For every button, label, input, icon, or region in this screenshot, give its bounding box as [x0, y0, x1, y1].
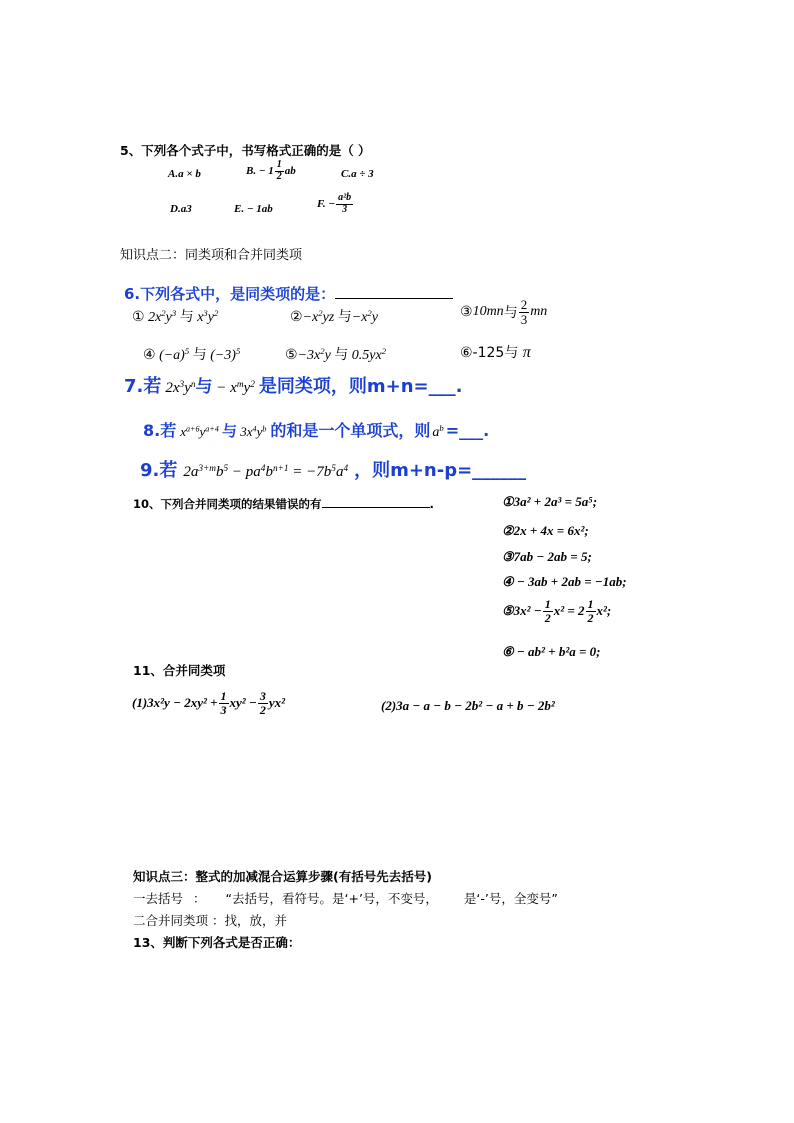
q5-stem: 5、下列各个式子中，书写格式正确的是（ ）: [120, 143, 371, 158]
q10-item-5: ⑤3x² − $\frac{1}{2}$ x² = 2 $\frac{1}{2}$ x²;: [502, 597, 612, 625]
q7: 7.若 $2x^3y^n$与 − $x^my^2$ 是同类项，则m+n=___.: [124, 376, 463, 397]
q6-item-4: ④ $(-a)^5$ 与 $(-3)^5$: [143, 346, 241, 363]
q10-stem: 10、下列合并同类项的结果错误的有 .: [133, 497, 434, 511]
q13-stem: 13、判断下列各式是否正确：: [133, 935, 301, 950]
kp3-step-2: 二合并同类项 ：找，放，并: [133, 913, 287, 928]
q5-option-b: B. − 1 $\frac{1}{2}$ ab: [246, 159, 296, 182]
q10-item-3: ③7ab − 2ab = 5;: [502, 549, 592, 564]
kp2-heading: 知识点二：同类项和合并同类项: [120, 248, 303, 263]
q6-item-3: ③ 10mn 与 $\frac{2}{3}$ mn: [460, 297, 548, 327]
q6-stem: 6.下列各式中，是同类项的是：: [124, 283, 453, 304]
q10-item-4: ④ − 3ab + 2ab = −1ab;: [502, 574, 627, 589]
q9: 9.若 $2a^{3+m}b^5 - pa^4b^{n+1} = -7b^5a^4$ ，则m+n-p=______: [140, 460, 527, 481]
q6-item-2: $②-x^2yz$ 与$-x^2y$: [290, 308, 378, 325]
q10-item-6: ⑥ − ab² + b²a = 0;: [502, 644, 601, 659]
q6-item-1: ① $2x^2y^3$ 与 $x^3y^2$: [132, 308, 219, 325]
q8: 8.若 $x^{a+6}y^{a+4}$ 与 $3x^4y^b$ 的和是一个单项式，则 $a^b$ =___.: [143, 421, 490, 440]
q5-option-c: C.a ÷ 3: [341, 168, 374, 180]
q11-expr-1: (1)3x²y − 2xy² + $\frac{1}{3}$ xy² − $\frac{3}{2}$ yx²: [132, 689, 285, 717]
kp3-title: 知识点三：整式的加减混合运算步骤(有括号先去括号): [133, 869, 432, 884]
q5-option-f: F. − $\frac{\text{a²b}}{3}$: [317, 192, 352, 215]
q5-option-e: E. − 1ab: [234, 203, 273, 215]
q5-option-a: A.a × b: [168, 168, 201, 180]
q11-stem: 11、合并同类项: [133, 663, 226, 678]
kp3-step-1: 一去括号 ： “去括号，看符号。是‘+’号，不变号， 是‘-’号，全变号”: [133, 891, 558, 906]
q6-item-6: ⑥-125与 π: [460, 344, 531, 361]
q5-option-d: D.a3: [170, 203, 192, 215]
q11-expr-2: (2)3a − a − b − 2b² − a + b − 2b²: [381, 698, 555, 713]
q10-item-2: ②2x + 4x = 6x²;: [502, 523, 589, 538]
q6-item-5: $⑤-3x^2y$ 与 $0.5yx^2$: [285, 346, 387, 363]
q10-item-1: ①3a² + 2a³ = 5a⁵;: [502, 494, 598, 509]
